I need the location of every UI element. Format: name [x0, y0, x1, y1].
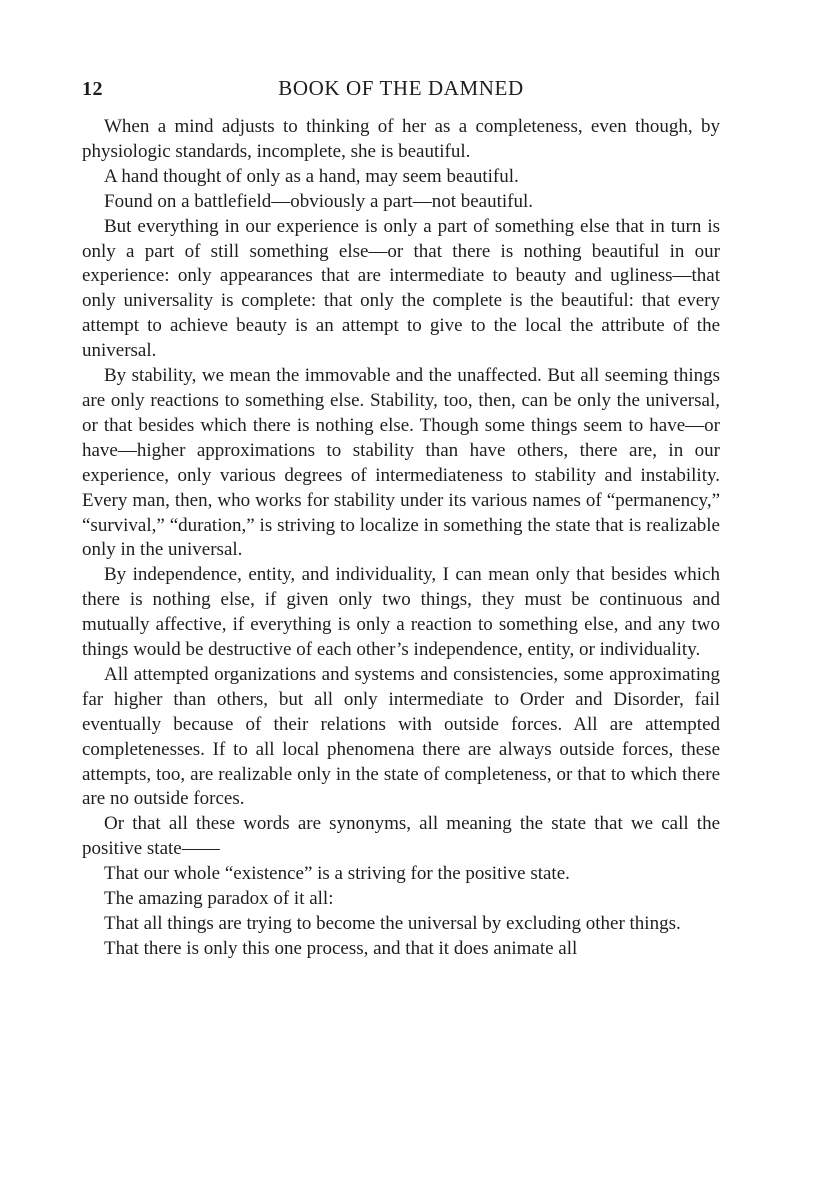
paragraph: Found on a battlefield—obviously a part—not beautiful.	[104, 190, 534, 212]
paragraph: That our whole “existence” is a striving for the positive state.	[104, 863, 570, 885]
paragraph: All attempted organizations and systems and consistencies, some approximating far higher than others, but all only intermediate to Order and Disorder, fail eventually because of their relations with outside forces. All are attempted completenesses. If to all local phenomena there are always outside forces, these attempts, too, are realizable only in the state of completeness, or that to which there are no outside forces.	[82, 663, 720, 810]
paragraph: The amazing paradox of it all:	[104, 888, 334, 910]
running-head	[82, 70, 720, 106]
book-title: BOOK OF THE DAMNED	[278, 76, 524, 100]
paragraph: By stability, we mean the immovable and the unaffected. But all seeming things are only reactions to something else. Stability, too, then, can be only the universal, or that besides which there is nothing else. Though some things seem to have—or have—higher approximations to stability than have others, there are, in our experience, only various degrees of intermediateness to stability and instability. Every man, then, who works for stability under its various names of “permanency,” “survival,” “duration,” is striving to localize in something the state that is realizable only in the universal.	[82, 365, 720, 561]
paragraph: That all things are trying to become the universal by excluding other things.	[104, 913, 681, 934]
paragraph: A hand thought of only as a hand, may seem beautiful.	[104, 165, 519, 187]
book-page	[82, 70, 720, 962]
paragraph: That there is only this one process, and that it does animate all	[104, 937, 578, 959]
paragraph: When a mind adjusts to thinking of her as a completeness, even though, by physiologic standards, incomplete, she is beautiful.	[82, 116, 720, 162]
paragraph: But everything in our experience is only a part of something else that in turn is only a part of still something else—or that there is nothing beautiful in our experience: only appearances that are intermediate to beauty and ugliness—that only universality is complete: that only the complete is the beautiful: that every attempt to achieve beauty is an attempt to give to the local the attribute of the universal.	[82, 215, 720, 362]
page-number: 12	[82, 78, 103, 100]
paragraph: Or that all these words are synonyms, all meaning the state that we call the positive state——	[82, 813, 720, 860]
paragraph: By independence, entity, and individuality, I can mean only that besides which there is nothing else, if given only two things, they must be continuous and mutually affective, if everything is only a reaction to something else, and any two things would be destructive of each other’s independence, entity, or individuality.	[82, 564, 720, 661]
body-text	[82, 115, 720, 962]
